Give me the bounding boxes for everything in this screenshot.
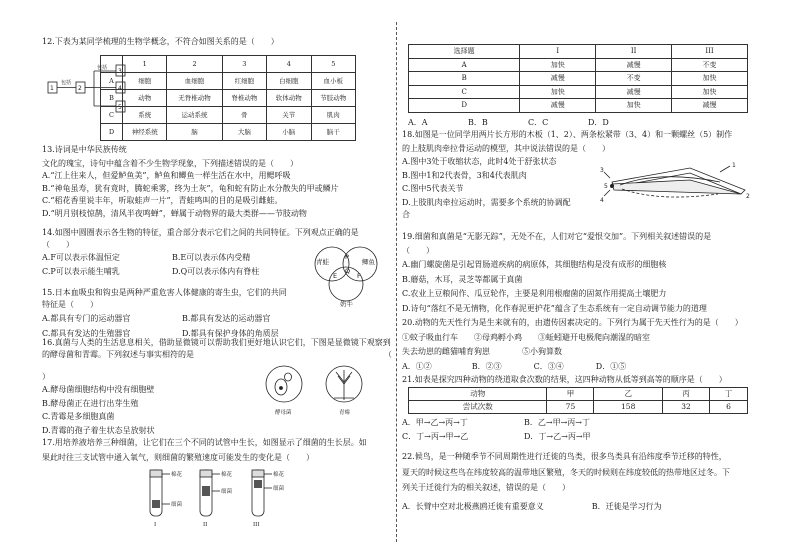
option-c: C.都具有发达的生殖器官 [42,328,131,338]
model-label-1: 1 [732,162,736,169]
tube2-cotton-label: 棉花 [221,472,233,478]
table-cell: 丙 [662,388,709,401]
table-cell: 红细胞 [222,73,266,90]
venn-label-frog: 青蛙 [316,258,329,266]
table-header-row [101,56,356,73]
diagram-include-label-1: 包括 [61,80,72,86]
option-d: D．丁→乙→丙→甲 [524,431,591,441]
option-b: B．B [468,118,488,127]
question-line: 22.候鸟，是一种随季节不同周期性进行迁徙的鸟类，很多鸟类具有沿纬度季节迁移的特性， [402,452,727,461]
option-a: A．甲→乙→丙→丁 [402,418,468,427]
question-line: 的酵母菌和青霉。下列叙述与事实相符的是 [42,349,194,359]
table-cell: 减慢 [520,99,596,113]
table-cell: 3 [222,56,266,73]
statements-line: ①蚊子吸血行车 ②母鸡孵小鸡 ③蚯蚓避开电极爬向潮湿的暗室 [402,332,650,342]
venn-label-p: P [345,253,349,261]
model-label-2: 2 [746,193,750,200]
question-line: 15.日本血吸虫和钩虫是两种严重危害人体健康的寄生虫，它们的共同 [42,288,287,297]
column-divider [396,22,397,542]
q13-block [42,145,339,219]
question-line: 列关于迁徙行为的相关叙述，错误的是（ ） [402,483,570,492]
table-cell: 白细胞 [267,73,311,90]
table-cell: D [101,124,123,141]
table-cell: 加快 [520,85,596,99]
q16-paren-open: （ [384,350,392,359]
table-cell: 158 [594,401,662,414]
diagram-box-3: 3 [118,68,122,75]
question-line: 17.用培养液培养三种细菌，让它们在三个不同的试管中生长，如图显示了细菌的生长层。如 [42,438,367,447]
table-cell: 脑 [167,124,222,141]
q15-block [42,288,287,339]
q12-concept-table [100,55,356,141]
q14-venn-diagram [300,244,396,308]
model-label-5: 5 [604,183,608,190]
question-line: （ ） [402,245,434,255]
option-b: B.E可以表示体内受精 [172,253,251,262]
yeast-label: 酵母菌 [275,410,292,416]
question-line: 14.如图中圆圈表示各生物的特征，重合部分表示它们之间的共同特征。下列观点正确的是 [42,228,359,237]
tube-number-3: III [253,522,260,528]
option-a: A.幽门螺旋菌是引起胃肠道疾病的病原体，其细胞结构是没有成形的细胞核 [402,260,667,269]
table-cell: 减慢 [596,85,672,99]
tube-number-2: II [203,522,208,528]
question-line: 20.动物的先天性行为是生来就有的，由遗传因素决定的。下列行为属于先天性行为的是（ ） [402,318,743,327]
table-row [409,85,748,99]
table-row [409,99,748,113]
table-cell: 乙 [594,388,662,401]
table-cell: 2 [167,56,222,73]
table-row [101,90,356,107]
table-cell: 脊椎动物 [222,90,266,107]
option-line: A.“江上往来人，但爱鲈鱼美”，鲈鱼和鲫鱼一样生活在水中，用鳃呼吸 [42,171,291,180]
table-cell: A [101,73,123,90]
options-line: A．①② B．②③ C．③④ D．①⑤ [402,361,627,371]
table-cell: A [409,58,520,72]
option-a: A.F可以表示体温恒定 [42,253,120,262]
question-line: 果此时往三支试管中通入氧气，则细菌的繁殖速度可能发生的变化是（ ） [42,452,314,462]
q12-stem: 12.下表为某同学梳理的生物学概念，不符合如图关系的是（ ） [42,37,279,46]
table-cell: 动物 [409,388,547,401]
statements-line: 失去幼崽的雌猫哺育狗崽 ⑤小狗算数 [402,347,562,356]
option-d: D.诗句“落红不是无情物，化作春泥更护花”蕴含了生态系统有一定自动调节能力的道理 [402,303,707,313]
option-a: A.图中3处于收缩状态，此时4处于舒张状态 [402,157,557,166]
penicillium-label: 青霉 [339,410,351,416]
table-cell: 软体动物 [267,90,311,107]
table-cell: 6 [710,401,748,414]
table-cell: 无脊椎动物 [167,90,222,107]
q16-paren-close: ） [42,372,50,381]
table-cell: 减慢 [596,58,672,72]
question-line: 18.如图是一位同学用两片长方形的木板（1、2）、两条松紧带（3、4）和一颗螺丝（5）制作 [402,130,733,139]
q17-block [42,438,367,463]
diagram-include-label-2: 包括 [97,65,108,71]
option-c: C．丁→丙→甲→乙 [402,431,469,441]
option-line: B.“神龟虽寿，犹有竟时，腾蛇乘雾，终为土灰”，龟和蛇有防止水分散失的甲或鳞片 [42,183,339,193]
table-cell: 运动系统 [167,107,222,124]
option-c: C．C [528,118,549,127]
table-cell: 甲 [547,388,594,401]
table-cell: 减慢 [672,99,748,113]
table-cell: 加快 [672,85,748,99]
option-d-cont: 合 [402,210,410,219]
model-label-3: 3 [600,167,604,174]
table-cell: 尝试次数 [409,401,547,414]
venn-label-crucian: 鲫鱼 [362,258,375,266]
table-row [101,107,356,124]
table-cell: 细胞 [123,73,167,90]
q18-arm-model-figure [600,160,750,210]
q22-block [402,452,730,512]
table-cell: 节肢动物 [311,90,355,107]
table-cell: 4 [267,56,311,73]
q17-answer-table [408,44,748,113]
q19-block [402,232,711,314]
table-cell: 不变 [672,58,748,72]
q21-options [402,418,591,442]
question-line: 文化的瑰宝，诗句中蕴含着不少生物学现象，下列描述错误的是（ ） [42,158,298,168]
option-b: B．乙→甲→丙→丁 [524,418,590,427]
option-b: B.图中1和2代表骨，3和4代表肌肉 [402,170,527,180]
option-a: A．A [408,118,428,127]
option-d: D.青霉的孢子着生状态呈放射状 [42,425,155,435]
tube3-bacteria-label: 细菌 [273,486,285,492]
option-d: D.Q可以表示体内有脊柱 [172,266,260,276]
venn-label-e: E [333,272,338,280]
table-cell: 肌肉 [311,107,355,124]
question-line: 的上肢肌肉牵拉骨运动的模型，其中说法错误的是（ ） [402,143,610,153]
question-line: 16.真菌与人类的生活息息相关，借助显微镜可以帮助我们更好地认识它们，下图是显微镜下观察到 [42,338,391,347]
table-row [101,124,356,141]
table-cell: 5 [311,56,355,73]
question-line: 19.细菌和真菌是“无影无踪”，无处不在，人们对它“爱恨交加”。下列相关叙述错误的是 [402,232,712,241]
table-cell: 系统 [123,107,167,124]
table-cell: 不变 [596,72,672,86]
question-line: 特征是（ ） [42,299,98,309]
table-cell: 动物 [123,90,167,107]
diagram-box-1: 1 [50,85,54,92]
table-row [409,58,748,72]
q20-block [402,318,743,372]
tube2-bacteria-label: 细菌 [221,489,233,495]
table-cell: 1 [123,56,167,73]
table-cell: 加快 [672,72,748,86]
table-cell: 加快 [596,99,672,113]
option-c: C.农业上豆粮间作、瓜豆轮作，主要是利用根瘤菌的固氮作用提高土壤肥力 [402,289,667,298]
q21-stem: 21.如表是探究四种动物的绕道取食次数的结果，这四种动物从低等到高等的顺序是（ ） [402,375,727,384]
table-cell: II [596,45,672,59]
option-a: A.都具有专门的运动器官 [42,314,131,323]
option-d: D.上肢肌肉牵拉运动时，需要多个系统的协调配 [402,197,571,207]
table-cell: D [409,99,520,113]
question-line: 13.诗词是中华民族传统 [42,145,127,154]
table-cell: 脑干 [311,124,355,141]
option-c: C.P可以表示能生哺乳 [42,266,120,276]
question-line: 夏天的时候这些鸟在纬度较高的温带地区繁殖，冬天的时候则在纬度较低的热带地区过冬。下 [402,467,730,477]
option-line: C.“稻花香里说丰年，听取蛙声一片”，青蛙鸣叫的目的是吸引雌蛙。 [42,196,283,205]
q16-fungi-figure [262,360,372,420]
diagram-box-2: 2 [78,85,82,92]
q21-detour-table [408,387,748,414]
option-a: A.酵母菌细胞结构中没有细胞壁 [42,385,155,394]
option-d: D．D [588,118,609,127]
venn-label-f: F [357,272,361,280]
diagram-box-5: 5 [118,104,122,111]
table-cell: 丁 [710,388,748,401]
table-cell: 骨 [222,107,266,124]
table-header-row [409,388,748,401]
venn-label-cow: 奶牛 [340,300,353,308]
tube-number-1: I [154,522,157,528]
venn-label-q: Q [345,267,351,275]
question-line: （ ） [42,239,74,249]
q16-block [42,338,391,360]
table-cell: III [672,45,748,59]
table-header-row [409,45,748,59]
table-cell: 大脑 [222,124,266,141]
options-line: A．长臂中空对北极燕鸥迁徙有重要意义 B．迁徙是学习行为 [402,501,662,511]
table-cell: 选择题 [409,45,520,59]
table-cell: B [409,72,520,86]
tube1-bacteria-label: 细菌 [171,502,183,508]
table-row [409,72,748,86]
table-cell: 减慢 [520,72,596,86]
option-d: D.都具有保护身体的角质层 [182,328,279,338]
table-cell: 血细胞 [167,73,222,90]
option-b: B.蘑菇，木耳，灵芝等都属于真菌 [402,274,523,284]
table-cell: C [101,107,123,124]
table-row [101,73,356,90]
q17-options [408,118,609,129]
table-cell: I [520,45,596,59]
diagram-box-4: 4 [118,85,122,92]
table-cell: 75 [547,401,594,414]
option-b: B.酵母菌正在进行出芽生殖 [42,398,139,408]
option-c: C.青霉是多细胞真菌 [42,412,115,421]
table-cell: 小脑 [267,124,311,141]
table-cell: 血小板 [311,73,355,90]
table-cell: 32 [662,401,709,414]
table-cell: 加快 [520,58,596,72]
tube3-cotton-label: 棉花 [273,472,285,478]
q17-test-tubes-figure [140,466,310,528]
table-cell: 关节 [267,107,311,124]
option-c: C.图中5代表关节 [402,184,464,193]
q16-options [42,385,155,436]
model-label-4: 4 [600,197,604,204]
table-cell: C [409,85,520,99]
table-cell [101,56,123,73]
table-cell: 神经系统 [123,124,167,141]
table-row [409,401,748,414]
table-cell: B [101,90,123,107]
option-line: D.“明月别枝惊鹊，清风半夜鸣蝉”，蝉属于动物界的最大类群——节肢动物 [42,208,307,218]
tube1-cotton-label: 棉花 [171,472,183,478]
option-b: B.都具有发达的运动器官 [182,314,271,323]
